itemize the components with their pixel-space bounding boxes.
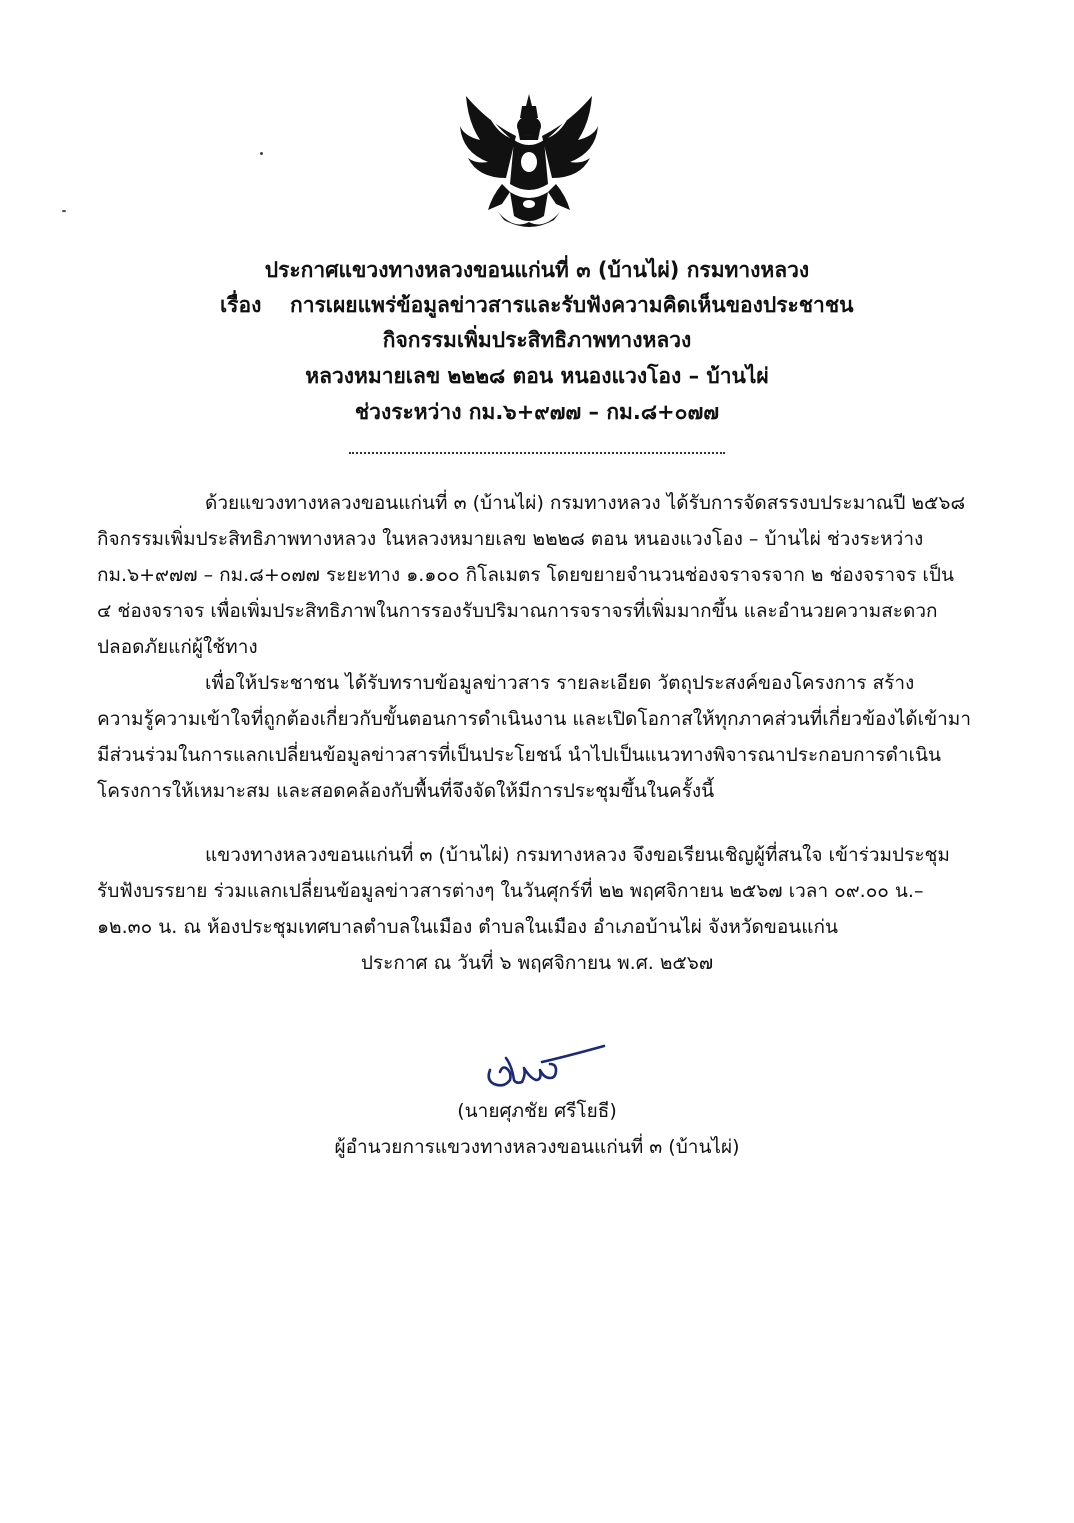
paragraph-2-line: มีส่วนร่วมในการแลกเปลี่ยนข้อมูลข่าวสารที่เป็นประโยชน์ นำไปเป็นแนวทางพิจารณาประกอบการดำเนิน [97,744,942,766]
garuda-emblem-icon [458,92,600,230]
subject-text: การเผยแพร่ข้อมูลข่าวสารและรับฟังความคิดเห็นของประชาชน [290,293,854,317]
handwritten-signature-icon [484,1044,608,1092]
paragraph-2-line: เพื่อให้ประชาชน ได้รับทราบข้อมูลข่าวสาร รายละเอียด วัตถุประสงค์ของโครงการ สร้าง [205,672,915,694]
paragraph-2-line: ความรู้ความเข้าใจที่ถูกต้องเกี่ยวกับขั้นตอนการดำเนินงาน และเปิดโอกาสให้ทุกภาคส่วนที่เกี่ยวข้องได้เข้ามา [97,708,971,730]
paragraph-1-line: กม.๖+๙๗๗ – กม.๘+๐๗๗ ระยะทาง ๑.๑๐๐ กิโลเมตร โดยขยายจำนวนช่องจราจรจาก ๒ ช่องจราจร เป็น [97,564,954,586]
paragraph-3-line: รับฟังบรรยาย ร่วมแลกเปลี่ยนข้อมูลข่าวสารต่างๆ ในวันศุกร์ที่ ๒๒ พฤศจิกายน ๒๕๖๗ เวลา ๐๙.๐๐ น.– [97,880,924,902]
subject-line [220,291,853,319]
highway-number: หลวงหมายเลข ๒๒๒๘ ตอน หนองแวงโอง – บ้านไผ่ [305,364,769,388]
activity-title: กิจกรรมเพิ่มประสิทธิภาพทางหลวง [382,328,692,352]
signatory-position: ผู้อำนวยการแขวงทางหลวงขอนแก่นที่ ๓ (บ้านไผ่) [334,1136,740,1158]
scan-speck [260,152,263,155]
paragraph-3-line: ๑๒.๓๐ น. ณ ห้องประชุมเทศบาลตำบลในเมือง ตำบลในเมือง อำเภอบ้านไผ่ จังหวัดขอนแก่น [97,916,839,938]
signatory-name: (นายศุภชัย ศรีโยธี) [457,1100,617,1122]
paragraph-2-line: โครงการให้เหมาะสม และสอดคล้องกับพื้นที่จึงจัดให้มีการประชุมขึ้นในครั้งนี้ [97,780,715,802]
paragraph-1-line: กิจกรรมเพิ่มประสิทธิภาพทางหลวง ในหลวงหมายเลข ๒๒๒๘ ตอน หนองแวงโอง – บ้านไผ่ ช่วงระหว่าง [97,528,924,550]
section-range: ช่วงระหว่าง กม.๖+๙๗๗ – กม.๘+๐๗๗ [354,400,720,424]
paragraph-1-line: ด้วยแขวงทางหลวงขอนแก่นที่ ๓ (บ้านไผ่) กรมทางหลวง ได้รับการจัดสรรงบประมาณปี ๒๕๖๘ [205,492,966,514]
subject-label: เรื่อง [220,293,262,317]
scan-speck [62,210,66,212]
announcement-date: ประกาศ ณ วันที่ ๖ พฤศจิกายน พ.ศ. ๒๕๖๗ [360,952,714,974]
announcement-title: ประกาศแขวงทางหลวงขอนแก่นที่ ๓ (บ้านไผ่) กรมทางหลวง [264,258,810,282]
paragraph-1-line: ๔ ช่องจราจร เพื่อเพิ่มประสิทธิภาพในการรองรับปริมาณการจราจรที่เพิ่มมากขึ้น และอำนวยความสะดวก [97,600,938,622]
paragraph-1-line: ปลอดภัยแก่ผู้ใช้ทาง [97,636,258,658]
dotted-divider [349,452,725,454]
paragraph-3-line: แขวงทางหลวงขอนแก่นที่ ๓ (บ้านไผ่) กรมทางหลวง จึงขอเรียนเชิญผู้ที่สนใจ เข้าร่วมประชุม [205,844,950,866]
